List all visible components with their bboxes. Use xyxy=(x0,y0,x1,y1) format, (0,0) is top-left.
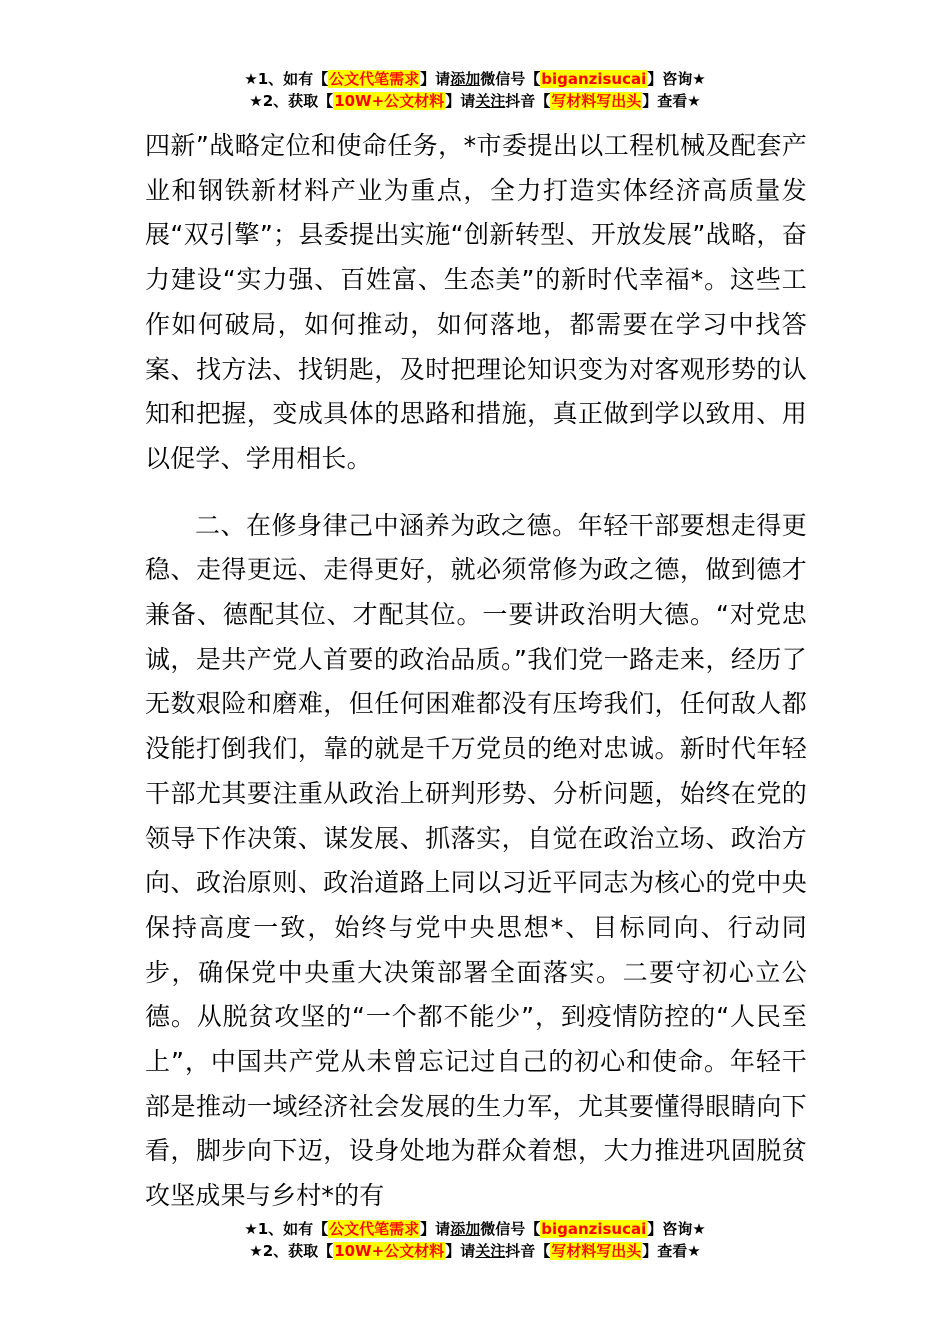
banner-text: ★1、如有【 xyxy=(244,1220,329,1238)
banner-text: ★1、如有【 xyxy=(244,70,329,88)
banner-text: ★2、获取【 xyxy=(249,92,334,110)
banner-text: 】查看★ xyxy=(642,1242,701,1260)
banner-text: 】请 xyxy=(445,1242,476,1260)
banner-text: 】查看★ xyxy=(642,92,701,110)
banner-line-2 xyxy=(0,90,950,112)
highlight-douyin-account: 写材料写出头 xyxy=(551,92,642,110)
highlight-wechat-id: biganzisucai xyxy=(541,1220,647,1238)
banner-text: 】咨询★ xyxy=(647,70,706,88)
banner-text: ★2、获取【 xyxy=(249,1242,334,1260)
banner-text: 】请 xyxy=(420,70,451,88)
highlight-service: 公文代笔需求 xyxy=(329,70,420,88)
highlight-materials: 10W+公文材料 xyxy=(334,92,445,110)
highlight-douyin-account: 写材料写出头 xyxy=(551,1242,642,1260)
banner-text: 】咨询★ xyxy=(647,1220,706,1238)
banner-text: 】请 xyxy=(445,92,476,110)
header-banner xyxy=(0,68,950,112)
banner-line-1 xyxy=(0,1218,950,1240)
document-body xyxy=(145,124,807,1219)
banner-text: 抖音【 xyxy=(505,92,551,110)
highlight-service: 公文代笔需求 xyxy=(329,1220,420,1238)
footer-banner xyxy=(0,1218,950,1262)
banner-text: 微信号【 xyxy=(480,70,541,88)
paragraph-2: 二、在修身律己中涵养为政之德。年轻干部要想走得更稳、走得更远、走得更好，就必须常修为政之德，做到德才兼备、德配其位、才配其位。一要讲政治明大德。“对党忠诚，是共产党人首要的政治品质。”我们党一路走来，经历了无数艰险和磨难，但任何困难都没有压垮我们，任何敌人都没能打倒我们，靠的就是千万党员的绝对忠诚。新时代年轻干部尤其要注重从政治上研判形势、分析问题，始终在党的领导下作决策、谋发展、抓落实，自觉在政治立场、政治方向、政治原则、政治道路上同以习近平同志为核心的党中央保持高度一致，始终与党中央思想*、目标同向、行动同步，确保党中央重大决策部署全面落实。二要守初心立公德。从脱贫攻坚的“一个都不能少”，到疫情防控的“人民至上”，中国共产党从未曾忘记过自己的初心和使命。年轻干部是推动一域经济社会发展的生力军，尤其要懂得眼睛向下看，脚步向下迈，设身处地为群众着想，大力推进巩固脱贫攻坚成果与乡村*的有 xyxy=(145,510,807,1211)
banner-text: 】请 xyxy=(420,1220,451,1238)
banner-emphasis: 关注 xyxy=(475,92,506,110)
highlight-materials: 10W+公文材料 xyxy=(334,1242,445,1260)
banner-emphasis: 添加 xyxy=(450,1220,481,1238)
highlight-wechat-id: biganzisucai xyxy=(541,70,647,88)
banner-text: 抖音【 xyxy=(505,1242,551,1260)
banner-line-1 xyxy=(0,68,950,90)
banner-line-2 xyxy=(0,1240,950,1262)
banner-emphasis: 关注 xyxy=(475,1242,506,1260)
paragraph-1: 四新”战略定位和使命任务，*市委提出以工程机械及配套产业和钢铁新材料产业为重点，全力打造实体经济高质量发展“双引擎”；县委提出实施“创新转型、开放发展”战略，奋力建设“实力强、百姓富、生态美”的新时代幸福*。这些工作如何破局，如何推动，如何落地，都需要在学习中找答案、找方法、找钥匙，及时把理论知识变为对客观形势的认知和把握，变成具体的思路和措施，真正做到学以致用、用以促学、学用相长。 xyxy=(145,131,807,473)
banner-emphasis: 添加 xyxy=(450,70,481,88)
banner-text: 微信号【 xyxy=(480,1220,541,1238)
